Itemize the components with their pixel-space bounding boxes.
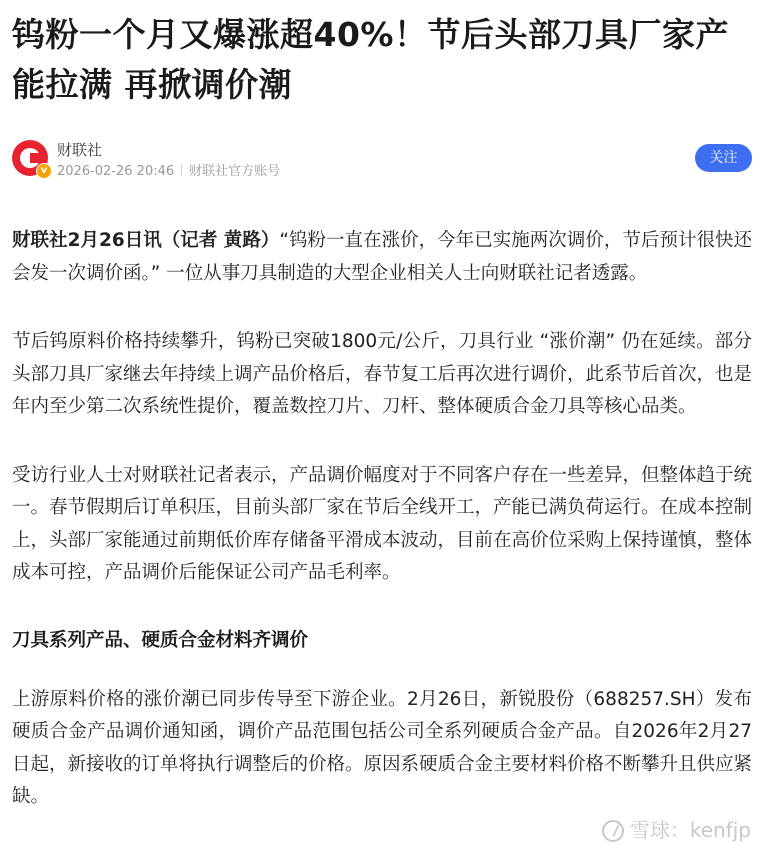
author-meta [57,163,280,181]
article-title: 钨粉一个月又爆涨超40%！节后头部刀具厂家产能拉满 再掀调价潮 [12,15,729,104]
body-paragraph: 受访行业人士对财联社记者表示，产品调价幅度对于不同客户存在一些差异，但整体趋于统一。春节假期后订单积压，目前头部厂家在节后全线开工，产能已满负荷运行。在成本控制上，头部厂家能通过前期低价库存储备平滑成本波动，目前在高价位采购上保持谨慎，整体成本可控，产品调价后能保证公司产品毛利率。 [12,464,753,583]
dateline: 财联社2月26日讯（记者 黄路） [12,230,280,251]
watermark [602,816,751,844]
xueqiu-logo-icon [602,820,624,842]
author-bar [12,138,752,182]
author-avatar[interactable] [12,140,48,176]
body-paragraph: 节后钨原料价格持续攀升，钨粉已突破1800元/公斤，刀具行业 “涨价潮” 仍在延续。部分头部刀具厂家继去年持续上调产品价格后，春节复工后再次进行调价，此系节后首次，也是年内至少第二次系统性提价，覆盖数控刀片、刀杆、整体硬质合金刀具等核心品类。 [12,331,753,417]
section-heading: 刀具系列产品、硬质合金材料齐调价 [12,629,309,651]
account-type: 财联社官方账号 [189,164,281,179]
article-body [12,225,752,850]
meta-divider [181,164,182,176]
author-name[interactable]: 财联社 [57,141,103,159]
body-paragraph: 上游原料价格的涨价潮已同步传导至下游企业。2月26日，新锐股份（688257.SH）发布硬质合金产品调价通知函，调价产品范围包括公司全系列硬质合金产品。自2026年2月27日起，新接收的订单将执行调整后的价格。原因系硬质合金主要材料价格不断攀升且供应紧缺。 [12,688,753,807]
publish-timestamp: 2026-02-26 20:46 [57,164,175,179]
follow-button[interactable]: 关注 [695,144,752,172]
lead-paragraph [12,225,752,290]
watermark-text: 雪球：kenfjp [629,818,751,842]
verified-badge-icon: v [36,163,52,179]
lead-text: “钨粉一直在涨价，今年已实施两次调价，节后预计很快还会发一次调价函。” 一位从事刀具制造的大型企业相关人士向财联社记者透露。 [12,230,753,284]
